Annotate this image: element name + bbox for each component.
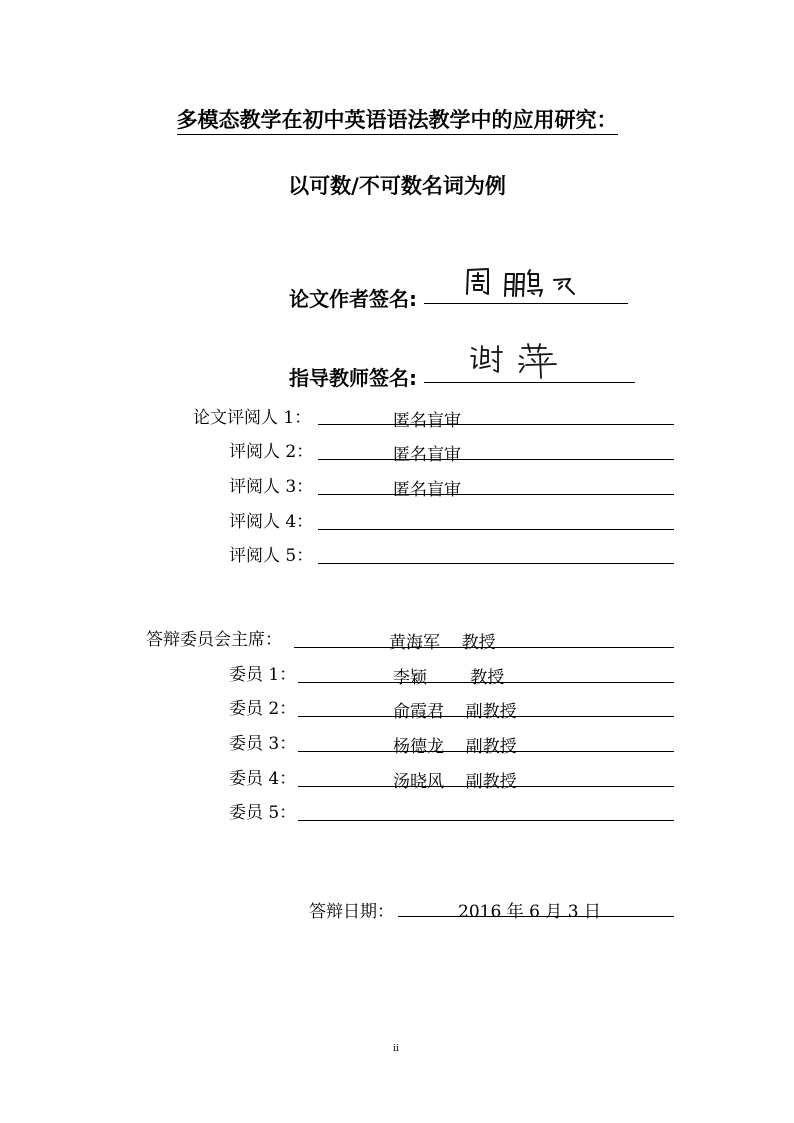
author-handwritten-signature [462, 264, 582, 304]
advisor-handwritten-signature [468, 340, 568, 380]
reviewer-2-line [318, 459, 674, 460]
committee-chair-label: 答辩委员会主席： [146, 630, 282, 650]
reviewer-1-value: 匿名盲审 [393, 411, 461, 431]
defense-date-label: 答辩日期： [309, 902, 394, 922]
page-number: ii [393, 1044, 399, 1054]
reviewer-5-line [318, 563, 674, 564]
committee-member-5-line [298, 820, 674, 821]
committee-member-5-label: 委员 5： [229, 803, 297, 823]
reviewer-2-value: 匿名盲审 [393, 445, 461, 465]
reviewer-4-line [318, 529, 674, 530]
reviewer-1-line [318, 424, 674, 425]
committee-member-2-label: 委员 2： [229, 699, 297, 719]
committee-chair-value: 黄海军 教授 [389, 633, 496, 653]
thesis-title-line2: 以可数/不可数名词为例 [288, 174, 506, 198]
defense-date-value: 2016 年 6 月 3 日 [458, 902, 601, 922]
author-signature-label: 论文作者签名: [289, 287, 417, 311]
reviewer-4-label: 评阅人 4： [229, 512, 314, 532]
reviewer-3-line [318, 494, 674, 495]
committee-member-4-label: 委员 4： [229, 769, 297, 789]
reviewer-5-label: 评阅人 5： [229, 546, 314, 566]
committee-member-3-label: 委员 3： [229, 734, 297, 754]
advisor-signature-line [424, 382, 635, 383]
reviewer-1-label: 论文评阅人 1： [193, 408, 312, 428]
reviewer-3-value: 匿名盲审 [393, 480, 461, 500]
thesis-title-line1: 多模态教学在初中英语语法教学中的应用研究： [0, 104, 794, 134]
reviewer-2-label: 评阅人 2： [229, 442, 314, 462]
committee-member-1-value: 李颖 教授 [393, 668, 505, 688]
reviewer-3-label: 评阅人 3： [229, 477, 314, 497]
committee-member-4-value: 汤晓风 副教授 [393, 772, 517, 792]
advisor-signature-label: 指导教师签名: [289, 366, 417, 390]
committee-member-3-value: 杨德龙 副教授 [393, 737, 517, 757]
committee-member-1-label: 委员 1： [229, 665, 297, 685]
committee-member-2-value: 俞霞君 副教授 [393, 702, 517, 722]
